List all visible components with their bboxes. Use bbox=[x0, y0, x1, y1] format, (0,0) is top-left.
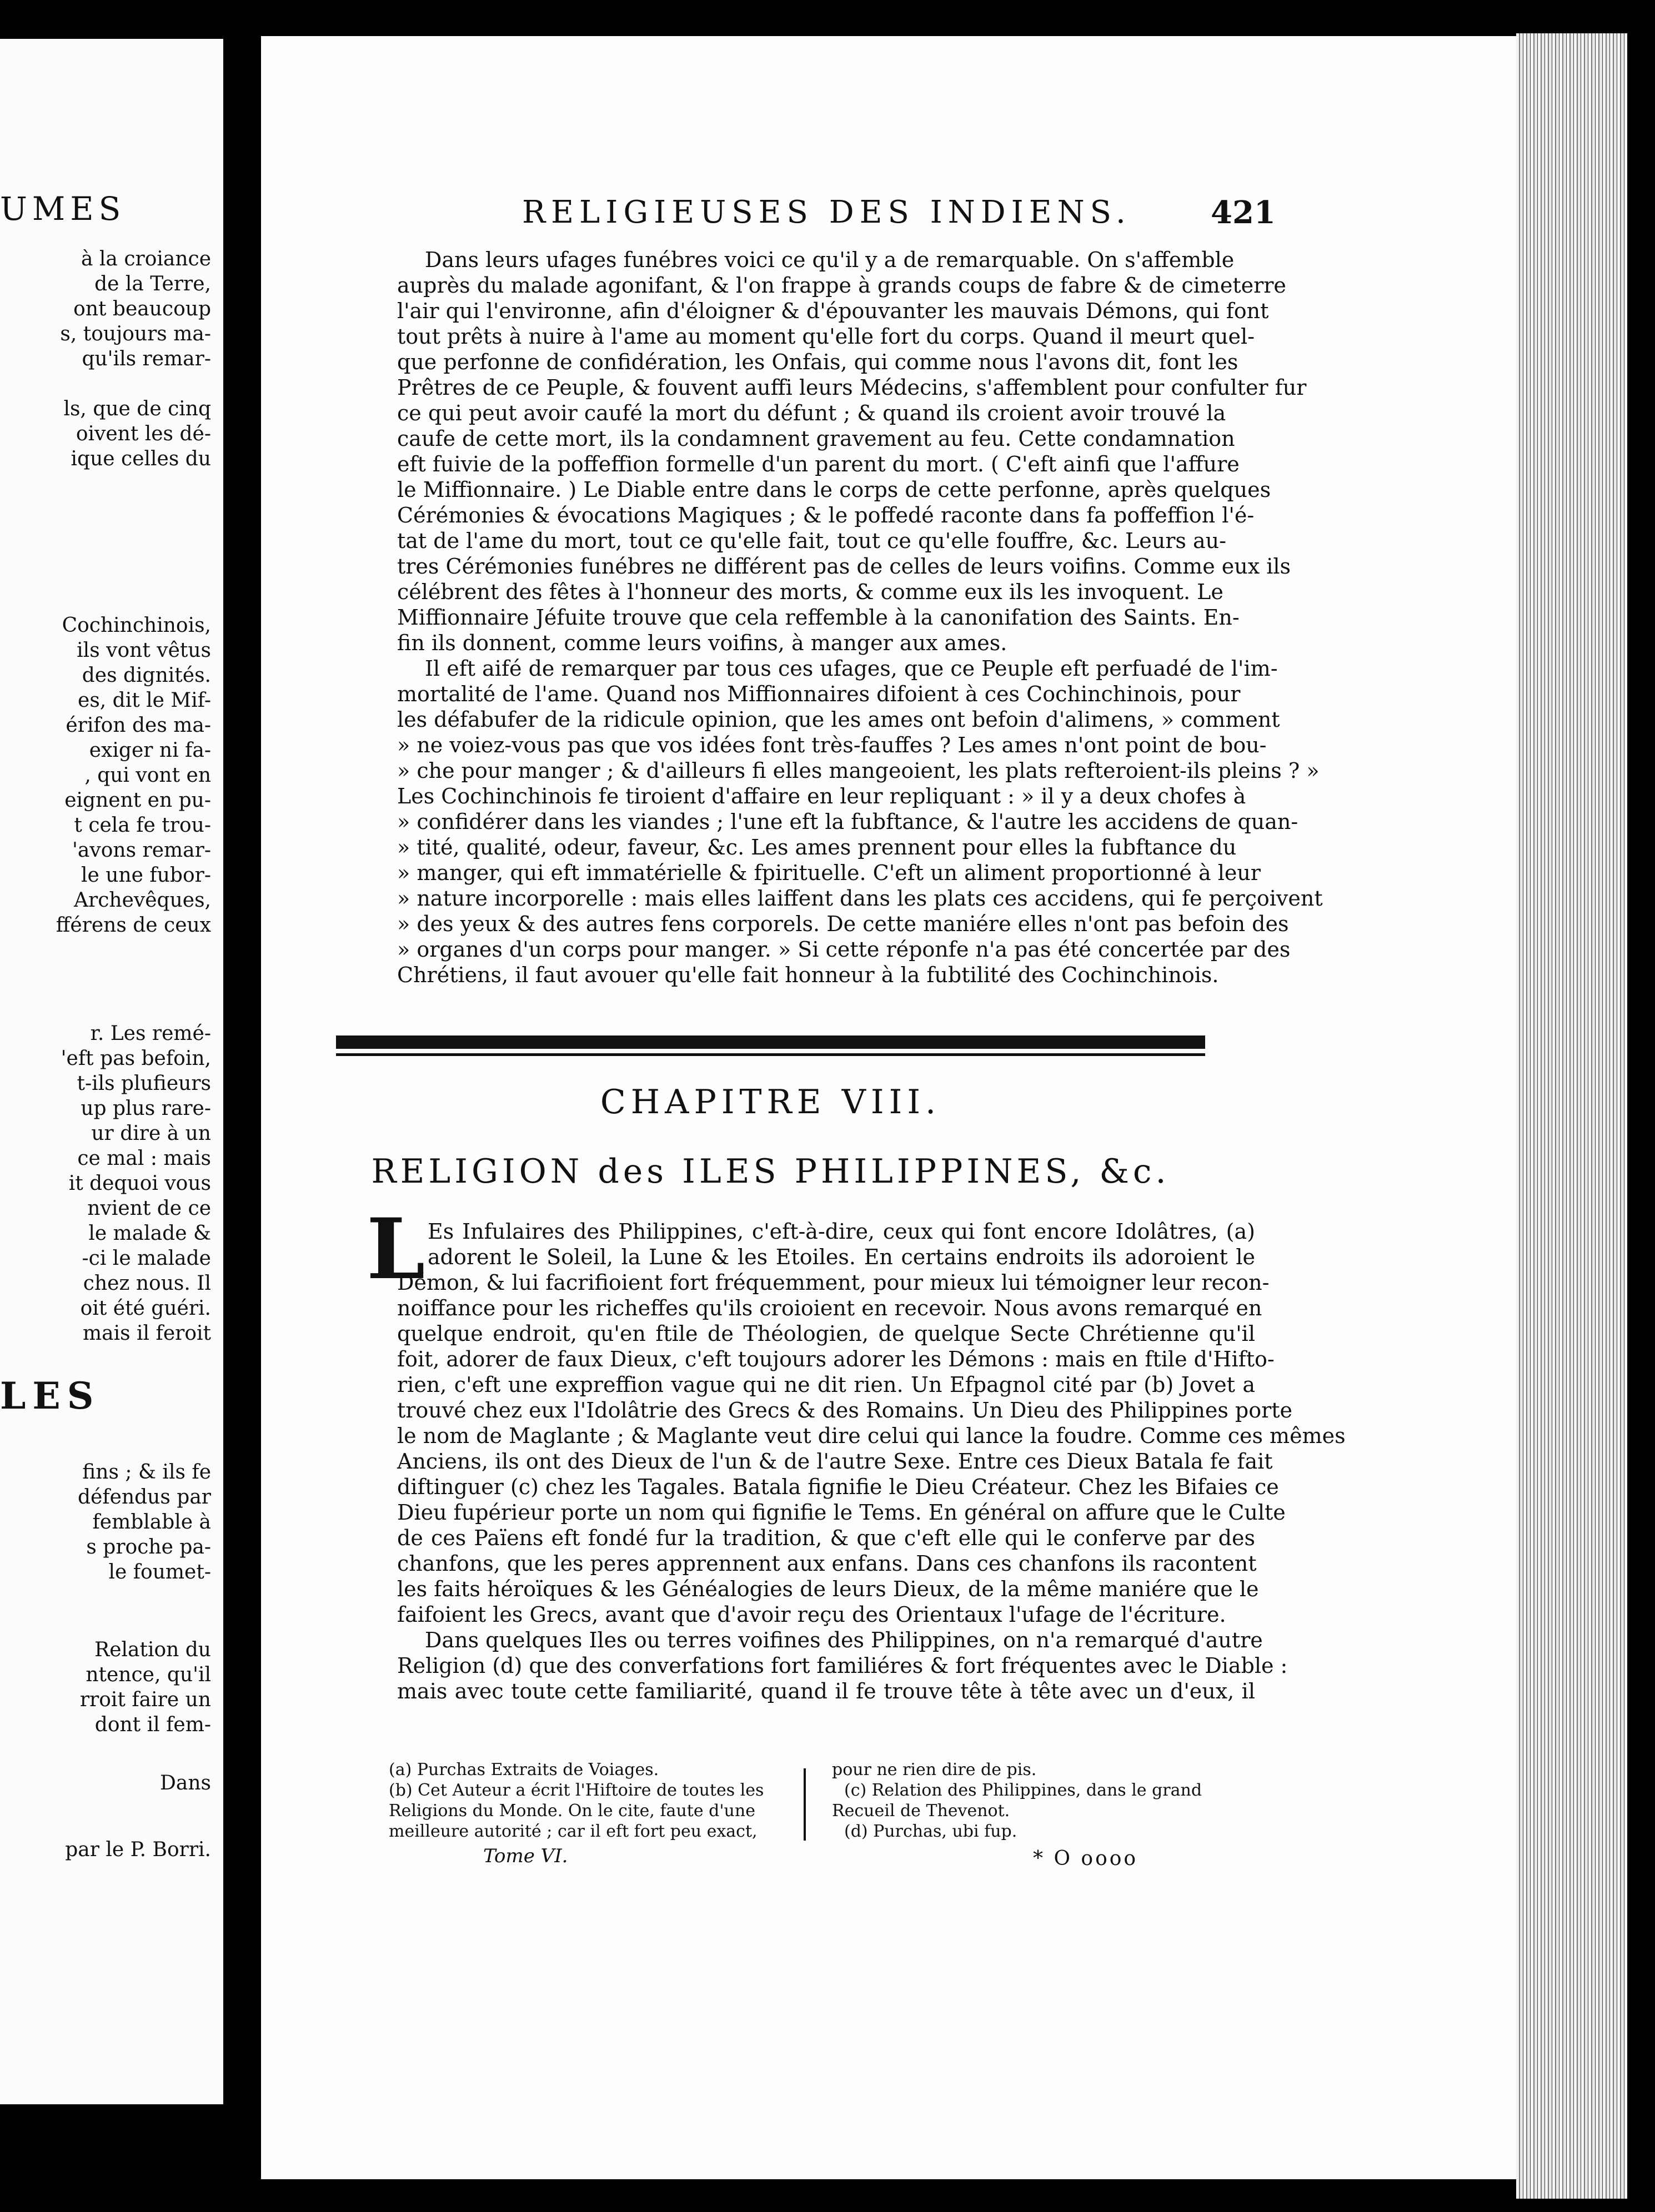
body-text-line: de ces Païens eft fondé fur la tradition, & que c'eft elle qui le conferve par des bbox=[397, 1526, 1255, 1550]
left-page-line: Cochinchinois, bbox=[62, 614, 211, 637]
body-text-line: trouvé chez eux l'Idolâtrie des Grecs & des Romains. Un Dieu des Philippines porte bbox=[397, 1398, 1293, 1422]
left-page-line: érifon des ma- bbox=[66, 714, 211, 737]
left-page-line: ls, que de cinq bbox=[63, 398, 211, 420]
footnote-column-divider bbox=[804, 1768, 806, 1841]
body-text-line: Religion (d) que des converfations fort familiéres & fort fréquentes avec le Diable : bbox=[397, 1653, 1288, 1678]
chapter-number: CHAPITRE VIII. bbox=[600, 1083, 941, 1122]
body-text-line: auprès du malade agonifant, & l'on frappe à grands coups de fabre & de cimeterre bbox=[397, 273, 1286, 298]
left-page-line: , qui vont en bbox=[84, 764, 211, 787]
left-page-line: à la croiance bbox=[81, 248, 211, 270]
body-text-line: les faits héroïques & les Généalogies de leurs Dieux, de la même maniére que le bbox=[397, 1577, 1259, 1601]
left-page-line: r. Les remé- bbox=[90, 1022, 211, 1045]
body-text-line: le nom de Maglante ; & Maglante veut dire celui qui lance la foudre. Comme ces mêmes bbox=[397, 1424, 1346, 1448]
body-text-line: fin ils donnent, comme leurs voifins, à manger aux ames. bbox=[397, 631, 1007, 655]
left-page-line: rroit faire un bbox=[79, 1688, 211, 1711]
footnote-line: Religions du Monde. On le cite, faute d'une bbox=[389, 1801, 755, 1821]
running-header bbox=[261, 194, 1483, 239]
body-text-line: noiffance pour les richeffes qu'ils croioient en recevoir. Nous avons remarqué en bbox=[397, 1296, 1262, 1320]
body-text-line: » des yeux & des autres fens corporels. De cette maniére elles n'ont pas befoin des bbox=[397, 912, 1289, 936]
chapter-rule-thick bbox=[336, 1035, 1205, 1049]
left-page-line: dont il fem- bbox=[94, 1713, 211, 1736]
left-page-line: nvient de ce bbox=[87, 1197, 211, 1220]
body-text-line: » organes d'un corps pour manger. » Si cette réponfe n'a pas été concertée par des bbox=[397, 937, 1291, 962]
footnote-line: Recueil de Thevenot. bbox=[832, 1801, 1010, 1821]
body-text-line: Les Cochinchinois fe tiroient d'affaire en leur repliquant : » il y a deux chofes à bbox=[397, 784, 1246, 808]
left-page-line: le une fubor- bbox=[81, 864, 211, 887]
body-text-line: mortalité de l'ame. Quand nos Miffionnaires difoient à ces Cochinchinois, pour bbox=[397, 682, 1241, 706]
body-text-line: » tité, qualité, odeur, faveur, &c. Les ames prennent pour elles la fubftance du bbox=[397, 835, 1237, 859]
body-text-line: » nature incorporelle : mais elles laiffent dans les plats ces accidens, qui fe perçoivent bbox=[397, 886, 1323, 911]
left-page-section-title: LES bbox=[0, 1374, 101, 1417]
book-page-edges bbox=[1516, 33, 1627, 2199]
footnote-line: pour ne rien dire de pis. bbox=[832, 1760, 1037, 1779]
body-text-line: Cérémonies & évocations Magiques ; & le poffedé raconte dans fa poffeffion l'é- bbox=[397, 503, 1255, 527]
footnote-line: (b) Cet Auteur a écrit l'Hiftoire de toutes les bbox=[389, 1781, 764, 1800]
footnote-line: (c) Relation des Philippines, dans le grand bbox=[844, 1781, 1202, 1800]
body-text-line: tout prêts à nuire à l'ame au moment qu'elle fort du corps. Quand il meurt quel- bbox=[397, 324, 1255, 349]
body-text-line: adorent le Soleil, la Lune & les Etoiles. En certains endroits ils adoroient le bbox=[428, 1245, 1255, 1269]
body-text-line: foit, adorer de faux Dieux, c'eft toujours adorer les Démons : mais en ftile d'Hifto- bbox=[397, 1347, 1275, 1371]
body-text-line: chanfons, que les peres apprennent aux enfans. Dans ces chanfons ils racontent bbox=[397, 1551, 1257, 1576]
left-page-line: Dans bbox=[160, 1772, 211, 1794]
left-page-line: 'avons remar- bbox=[72, 839, 211, 862]
body-text-line: » che pour manger ; & d'ailleurs fi elles mangeoient, les plats refteroient-ils pleins ? » bbox=[397, 758, 1320, 783]
body-text-line: tres Cérémonies funébres ne différent pas de celles de leurs voifins. Comme eux ils bbox=[397, 554, 1291, 579]
body-text-line: Miffionnaire Jéfuite trouve que cela reffemble à la canonifation des Saints. En- bbox=[397, 605, 1240, 630]
volume-label: Tome VI. bbox=[483, 1845, 568, 1867]
left-page-line: eignent en pu- bbox=[64, 789, 211, 812]
body-text-line: Il eft aifé de remarquer par tous ces ufages, que ce Peuple eft perfuadé de l'im- bbox=[425, 656, 1278, 681]
left-page-line: par le P. Borri. bbox=[65, 1838, 211, 1861]
body-text-line: » ne voiez-vous pas que vos idées font très-fauffes ? Les ames n'ont point de bou- bbox=[397, 733, 1267, 757]
left-page-line: fins ; & ils fe bbox=[82, 1461, 211, 1484]
body-text-line: l'air qui l'environne, afin d'éloigner & d'épouvanter les mauvais Démons, qui font bbox=[397, 299, 1269, 323]
left-page-line: chez nous. Il bbox=[83, 1272, 211, 1295]
left-page-line: oit été guéri. bbox=[80, 1297, 211, 1320]
body-text-line: Chrétiens, il faut avouer qu'elle fait honneur à la fubtilité des Cochinchinois. bbox=[397, 963, 1219, 987]
body-text-line: mais avec toute cette familiarité, quand il fe trouve tête à tête avec un d'eux, il bbox=[397, 1679, 1255, 1703]
left-page-line: ur dire à un bbox=[91, 1122, 211, 1145]
body-text-line: Dieu fupérieur porte un nom qui fignifie le Tems. En général on affure que le Culte bbox=[397, 1500, 1286, 1525]
left-page-line: ils vont vêtus bbox=[77, 639, 211, 662]
left-page-line: Archevêques, bbox=[74, 889, 211, 912]
left-page-line: défendus par bbox=[77, 1486, 211, 1509]
running-title: RELIGIEUSES DES INDIENS. bbox=[522, 194, 1131, 230]
signature-mark: * O oooo bbox=[1033, 1847, 1139, 1870]
body-text-line: les défabufer de la ridicule opinion, que les ames ont befoin d'alimens, » comment bbox=[397, 707, 1280, 732]
left-page-line: -ci le malade bbox=[82, 1247, 211, 1270]
body-text-line: Dans quelques Iles ou terres voifines des Philippines, on n'a remarqué d'autre bbox=[425, 1628, 1263, 1652]
left-page-line: ique celles du bbox=[71, 448, 211, 470]
left-page-line: oivent les dé- bbox=[76, 423, 211, 445]
left-page-line: ce mal : mais bbox=[77, 1147, 211, 1170]
left-page-line: ntence, qu'il bbox=[86, 1663, 211, 1686]
page-number: 421 bbox=[1211, 194, 1276, 231]
body-text-line: » confidérer dans les viandes ; l'une eft la fubftance, & l'autre les accidens de quan- bbox=[397, 810, 1298, 834]
left-page-line: fférens de ceux bbox=[56, 914, 211, 937]
body-text-line: le Miffionnaire. ) Le Diable entre dans le corps de cette perfonne, après quelques bbox=[397, 477, 1271, 502]
left-page-line: qu'ils remar- bbox=[82, 348, 211, 370]
body-text-line: quelque endroit, qu'en ftile de Théologien, de quelque Secte Chrétienne qu'il bbox=[397, 1321, 1255, 1346]
body-text-line: Prêtres de ce Peuple, & fouvent auffi leurs Médecins, s'affemblent pour confulter fur bbox=[397, 375, 1307, 400]
chapter-rule-thin bbox=[336, 1053, 1205, 1056]
left-page-line: le malade & bbox=[88, 1222, 211, 1245]
left-page-line: le foumet- bbox=[108, 1561, 211, 1583]
footnote-line: (a) Purchas Extraits de Voiages. bbox=[389, 1760, 659, 1779]
left-page-line: s proche pa- bbox=[86, 1536, 211, 1559]
body-text-line: Anciens, ils ont des Dieux de l'un & de l'autre Sexe. Entre ces Dieux Batala fe fait bbox=[397, 1449, 1273, 1474]
left-page-line: femblable à bbox=[92, 1511, 211, 1534]
body-text-line: » manger, qui eft immatérielle & fpirituelle. C'eft un aliment proportionné à leur bbox=[397, 861, 1261, 885]
body-text-line: caufe de cette mort, ils la condamnent gravement au feu. Cette condamnation bbox=[397, 426, 1235, 451]
left-page-line: exiger ni fa- bbox=[89, 739, 211, 762]
body-text-line: rien, c'eft une expreffion vague qui ne dit rien. Un Efpagnol cité par (b) Jovet a bbox=[397, 1373, 1255, 1397]
body-text-line: faifoient les Grecs, avant que d'avoir reçu des Orientaux l'ufage de l'écriture. bbox=[397, 1602, 1226, 1627]
footnote-line: meilleure autorité ; car il eft fort peu exact, bbox=[389, 1822, 758, 1841]
left-page-line: mais il feroit bbox=[83, 1322, 211, 1345]
body-text-line: Dans leurs ufages funébres voici ce qu'il y a de remarquable. On s'affemble bbox=[425, 248, 1235, 272]
left-page-line: de la Terre, bbox=[94, 273, 211, 295]
body-text-line: diftinguer (c) chez les Tagales. Batala fignifie le Dieu Créateur. Chez les Bifaies ce bbox=[397, 1475, 1279, 1499]
left-page-line: ont beaucoup bbox=[73, 298, 211, 320]
left-page-line: up plus rare- bbox=[81, 1097, 211, 1120]
body-text-line: ce qui peut avoir caufé la mort du défunt ; & quand ils croient avoir trouvé la bbox=[397, 401, 1226, 425]
body-text-line: Es Infulaires des Philippines, c'eft-à-dire, ceux qui font encore Idolâtres, (a) bbox=[428, 1219, 1255, 1244]
footnote-line: (d) Purchas, ubi fup. bbox=[844, 1822, 1017, 1841]
body-text-line: eft fuivie de la poffeffion formelle d'un parent du mort. ( C'eft ainfi que l'affure bbox=[397, 452, 1240, 476]
left-page-line: it dequoi vous bbox=[68, 1172, 211, 1195]
left-page-header: UMES bbox=[0, 190, 126, 228]
left-page-line: t-ils plufieurs bbox=[77, 1072, 211, 1095]
left-page-line: s, toujours ma- bbox=[60, 323, 211, 345]
left-page-line: es, dit le Mif- bbox=[78, 689, 211, 712]
left-page-line: des dignités. bbox=[82, 664, 211, 687]
left-page-line: t cela fe trou- bbox=[74, 814, 211, 837]
body-text-line: célébrent des fêtes à l'honneur des morts, & comme eux ils les invoquent. Le bbox=[397, 580, 1223, 604]
body-text-line: tat de l'ame du mort, tout ce qu'elle fait, tout ce qu'elle fouffre, &c. Leurs au- bbox=[397, 529, 1226, 553]
left-page-line: Relation du bbox=[94, 1638, 211, 1661]
body-text-line: Démon, & lui facrifioient fort fréquemment, pour mieux lui témoigner leur recon- bbox=[397, 1270, 1270, 1295]
left-page-line: 'eft pas befoin, bbox=[61, 1047, 211, 1070]
chapter-title: RELIGION des ILES PHILIPPINES, &c. bbox=[371, 1152, 1170, 1191]
drop-cap: L bbox=[367, 1200, 425, 1298]
left-page-fragment bbox=[0, 39, 223, 2104]
body-text-line: que perfonne de confidération, les Onfais, qui comme nous l'avons dit, font les bbox=[397, 350, 1238, 374]
